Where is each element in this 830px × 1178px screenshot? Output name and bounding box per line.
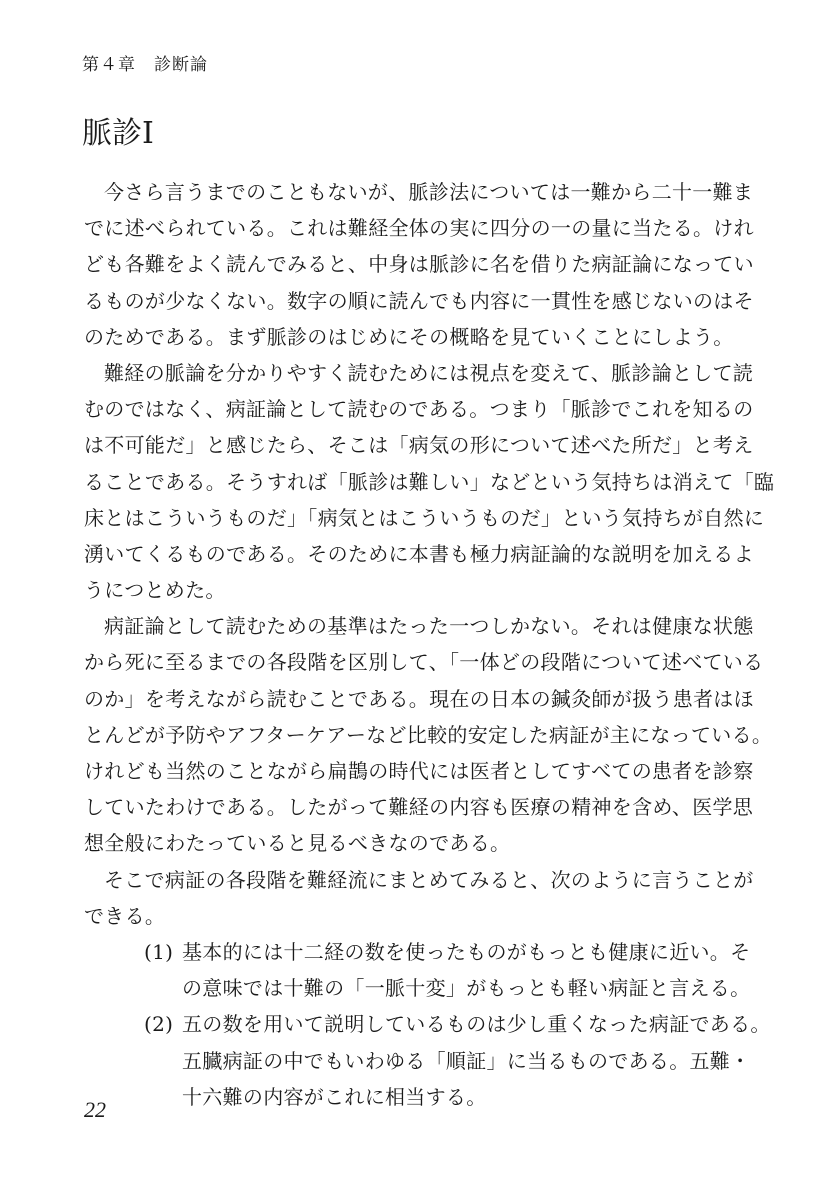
list-item — [84, 934, 751, 1006]
section-title: 脈診Ⅰ — [82, 116, 154, 151]
text-line: 五臓病証の中でもいわゆる「順証」に当るものである。五難・ — [182, 1048, 751, 1073]
text-line: むのではなく、病証論として読むのである。つまり「脈診でこれを知るの — [84, 397, 754, 422]
text-line: の意味では十難の「一脈十変」がもっとも軽い病証と言える。 — [182, 976, 751, 1001]
text-line: ども各難をよく読んでみると、中身は脈診に名を借りた病証論になってい — [84, 252, 754, 277]
list-item — [84, 1006, 771, 1115]
list-marker: (1) — [144, 939, 174, 964]
paragraph — [84, 862, 754, 934]
text-line: でに述べられている。これは難経全体の実に四分の一の量に当たる。けれ — [84, 216, 754, 241]
text-line: るものが少なくない。数字の順に読んでも内容に一貫性を感じないのはそ — [84, 288, 754, 313]
text-line: 今さら言うまでのこともないが、脈診法については一難から二十一難ま — [104, 180, 754, 204]
paragraph — [84, 608, 773, 861]
text-line: 床とはこういうものだ」「病気とはこういうものだ」という気持ちが自然に — [84, 505, 765, 530]
text-line: していたわけである。したがって難経の内容も医療の精神を含め、医学思 — [84, 795, 754, 820]
page-number: 22 — [84, 1097, 106, 1122]
text-line: は不可能だ」と感じたら、そこは「病気の形について述べた所だ」と考え — [84, 433, 754, 458]
text-line: 想全般にわたっていると見るべきなのである。 — [84, 831, 511, 856]
text-line: ることである。そうすれば「脈診は難しい」などという気持ちは消えて「臨 — [84, 469, 775, 494]
text-line: とんどが予防やアフターケアーなど比較的安定した病証が主になっている。 — [84, 722, 773, 747]
text-line: けれども当然のことながら扁鵲の時代には医者としてすべての患者を診察 — [84, 759, 754, 783]
text-line: から死に至るまでの各段階を区別して、「一体どの段階について述べている — [84, 650, 764, 675]
text-line: 湧いてくるものである。そのために本書も極力病証論的な説明を加えるよ — [84, 541, 754, 566]
text-line: のためである。まず脈診のはじめにその概略を見ていくことにしよう。 — [84, 324, 734, 349]
list-item-first-line — [84, 934, 751, 970]
text-line: 基本的には十二経の数を使ったものがもっとも健康に近い。そ — [182, 939, 751, 964]
text-line: のか」を考えながら読むことである。現在の日本の鍼灸師が扱う患者はほ — [84, 686, 754, 711]
text-line: できる。 — [84, 903, 166, 928]
text-line: うにつとめた。 — [84, 578, 226, 603]
text-line: 難経の脈論を分かりやすく読むためには視点を変えて、脈診論として読 — [104, 360, 754, 385]
paragraph — [84, 355, 775, 608]
running-header: 第４章 診断論 — [82, 55, 208, 75]
text-line: そこで病証の各段階を難経流にまとめてみると、次のように言うことが — [104, 867, 754, 892]
text-line: 十六難の内容がこれに相当する。 — [182, 1084, 487, 1109]
list-item-first-line — [84, 1006, 771, 1042]
list-marker: (2) — [144, 1012, 174, 1037]
text-line: 五の数を用いて説明しているものは少し重くなった病証である。 — [182, 1012, 771, 1037]
body-text — [84, 174, 775, 1115]
text-line: 病証論として読むための基準はたった一つしかない。それは健康な状態 — [104, 614, 754, 639]
paragraph — [84, 174, 754, 355]
